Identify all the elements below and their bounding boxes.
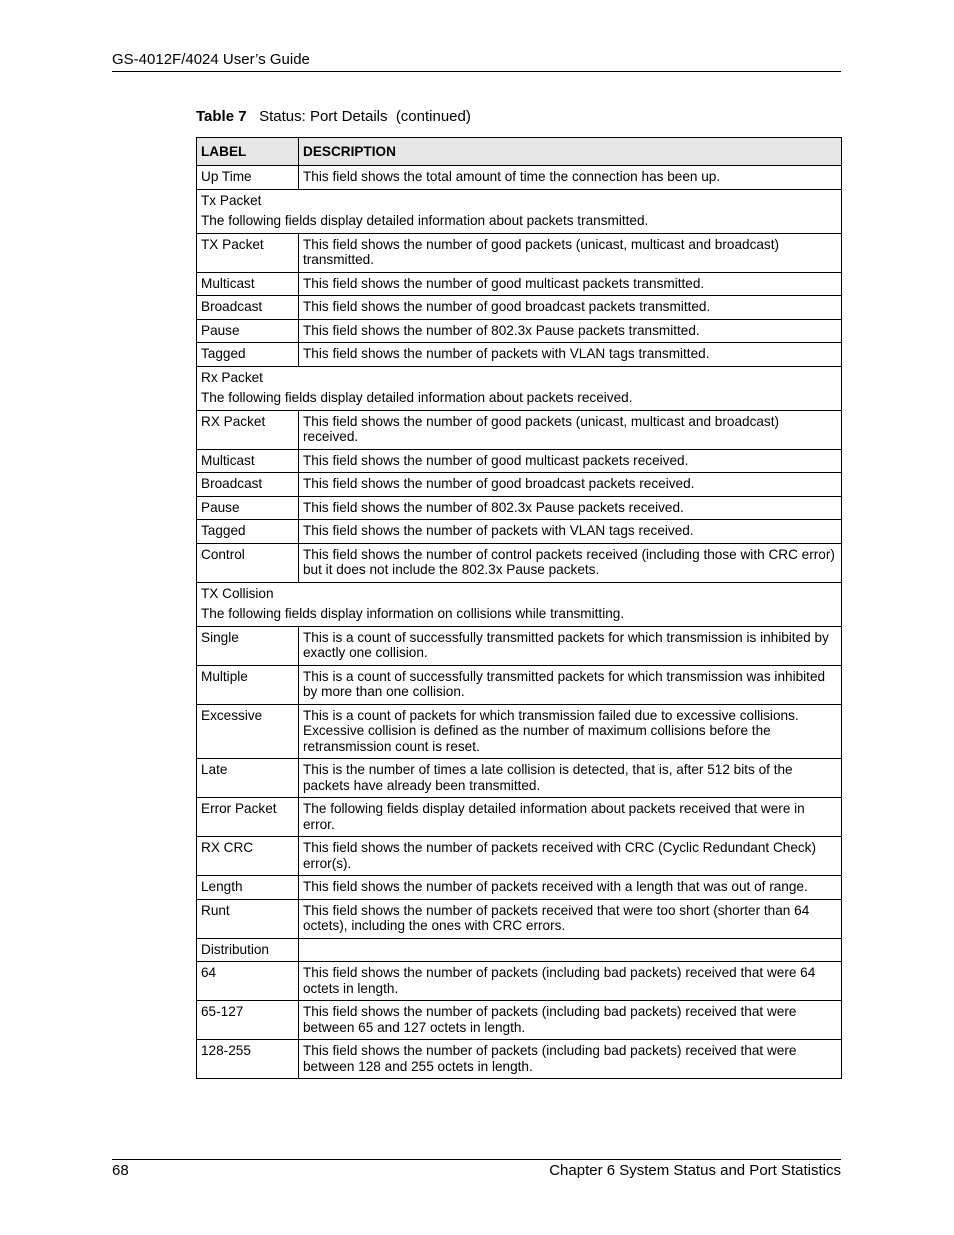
table-row (197, 876, 842, 900)
table-row (197, 496, 842, 520)
description-cell: This field shows the number of good packets (unicast, multicast and broadcast) received. (299, 410, 842, 449)
section-cell (197, 582, 842, 626)
description-cell: This field shows the number of packets received that were too short (shorter than 64 octets), including the ones with CRC errors. (299, 899, 842, 938)
table-row (197, 626, 842, 665)
label-cell: Tagged (197, 343, 299, 367)
table-row (197, 1040, 842, 1079)
label-cell: Broadcast (197, 296, 299, 320)
header-rule (112, 71, 841, 72)
description-cell: This field shows the number of 802.3x Pause packets received. (299, 496, 842, 520)
table-row (197, 449, 842, 473)
label-cell: Control (197, 543, 299, 582)
description-cell: This is a count of successfully transmitted packets for which transmission is inhibited by exactly one collision. (299, 626, 842, 665)
table-row (197, 938, 842, 962)
description-cell: This field shows the number of packets with VLAN tags transmitted. (299, 343, 842, 367)
running-header: GS-4012F/4024 User’s Guide (112, 51, 310, 68)
section-label: Rx Packet (201, 369, 263, 385)
table-header-row (197, 138, 842, 166)
table-row (197, 1001, 842, 1040)
description-cell: This field shows the number of good broadcast packets transmitted. (299, 296, 842, 320)
description-cell: This is a count of packets for which transmission failed due to excessive collisions. Excessive collision is defined as the number of maximum collisions before the retransmission count is reset. (299, 704, 842, 759)
description-cell: This field shows the number of good broadcast packets received. (299, 473, 842, 497)
table-row (197, 759, 842, 798)
table-title: Status: Port Details (continued) (259, 108, 471, 125)
port-details-table (196, 137, 842, 1079)
description-cell: This field shows the number of packets received with CRC (Cyclic Redundant Check) error(s). (299, 837, 842, 876)
label-cell: 128-255 (197, 1040, 299, 1079)
table-row (197, 166, 842, 190)
table-body (197, 166, 842, 1079)
table-row (197, 473, 842, 497)
table-row (197, 665, 842, 704)
description-cell: This field shows the number of good multicast packets transmitted. (299, 272, 842, 296)
label-cell: 65-127 (197, 1001, 299, 1040)
label-cell: RX Packet (197, 410, 299, 449)
table-row (197, 798, 842, 837)
table-row (197, 899, 842, 938)
description-cell: This field shows the number of packets (including bad packets) received that were 64 octets in length. (299, 962, 842, 1001)
label-cell: Excessive (197, 704, 299, 759)
label-cell: Tagged (197, 520, 299, 544)
section-label: TX Collision (201, 585, 274, 601)
section-description: The following fields display information on collisions while transmitting. (201, 606, 625, 621)
table-row (197, 233, 842, 272)
page-number: 68 (112, 1162, 129, 1179)
table-row (197, 272, 842, 296)
label-cell: Broadcast (197, 473, 299, 497)
label-cell: Pause (197, 496, 299, 520)
table-row (197, 837, 842, 876)
description-cell: This field shows the number of packets (including bad packets) received that were between 65 and 127 octets in length. (299, 1001, 842, 1040)
label-cell: Late (197, 759, 299, 798)
description-cell: The following fields display detailed information about packets received that were in error. (299, 798, 842, 837)
table-row (197, 543, 842, 582)
description-cell: This field shows the number of packets (including bad packets) received that were between 128 and 255 octets in length. (299, 1040, 842, 1079)
section-row (197, 189, 842, 233)
description-cell: This field shows the number of good packets (unicast, multicast and broadcast) transmitted. (299, 233, 842, 272)
table-number: Table 7 (196, 108, 247, 125)
section-row (197, 366, 842, 410)
description-cell: This field shows the number of good multicast packets received. (299, 449, 842, 473)
label-cell: Multiple (197, 665, 299, 704)
section-cell (197, 366, 842, 410)
table-row (197, 520, 842, 544)
label-cell: Error Packet (197, 798, 299, 837)
description-cell: This field shows the number of control packets received (including those with CRC error) but it does not include the 802.3x Pause packets. (299, 543, 842, 582)
label-cell: Up Time (197, 166, 299, 190)
label-cell: TX Packet (197, 233, 299, 272)
table-row (197, 319, 842, 343)
description-cell: This field shows the number of packets with VLAN tags received. (299, 520, 842, 544)
label-cell: Multicast (197, 449, 299, 473)
section-row (197, 582, 842, 626)
footer-rule (112, 1159, 841, 1160)
description-cell: This is the number of times a late collision is detected, that is, after 512 bits of the packets have already been transmitted. (299, 759, 842, 798)
chapter-title: Chapter 6 System Status and Port Statistics (549, 1162, 841, 1179)
label-cell: Single (197, 626, 299, 665)
label-cell: Runt (197, 899, 299, 938)
table-caption (196, 108, 471, 126)
table-row (197, 704, 842, 759)
label-cell: 64 (197, 962, 299, 1001)
description-cell: This is a count of successfully transmitted packets for which transmission was inhibited by more than one collision. (299, 665, 842, 704)
table-row (197, 962, 842, 1001)
label-cell: Length (197, 876, 299, 900)
section-label: Tx Packet (201, 192, 262, 208)
description-cell: This field shows the number of packets received with a length that was out of range. (299, 876, 842, 900)
section-description: The following fields display detailed information about packets transmitted. (201, 213, 649, 228)
label-cell: Pause (197, 319, 299, 343)
table-row (197, 343, 842, 367)
section-cell (197, 189, 842, 233)
column-header-label: LABEL (197, 138, 299, 166)
section-description: The following fields display detailed information about packets received. (201, 390, 633, 405)
label-cell: RX CRC (197, 837, 299, 876)
label-cell: Distribution (197, 938, 299, 962)
label-cell: Multicast (197, 272, 299, 296)
description-cell: This field shows the total amount of time the connection has been up. (299, 166, 842, 190)
description-cell: This field shows the number of 802.3x Pause packets transmitted. (299, 319, 842, 343)
column-header-description: DESCRIPTION (299, 138, 842, 166)
table-row (197, 296, 842, 320)
table-row (197, 410, 842, 449)
description-cell (299, 938, 842, 962)
